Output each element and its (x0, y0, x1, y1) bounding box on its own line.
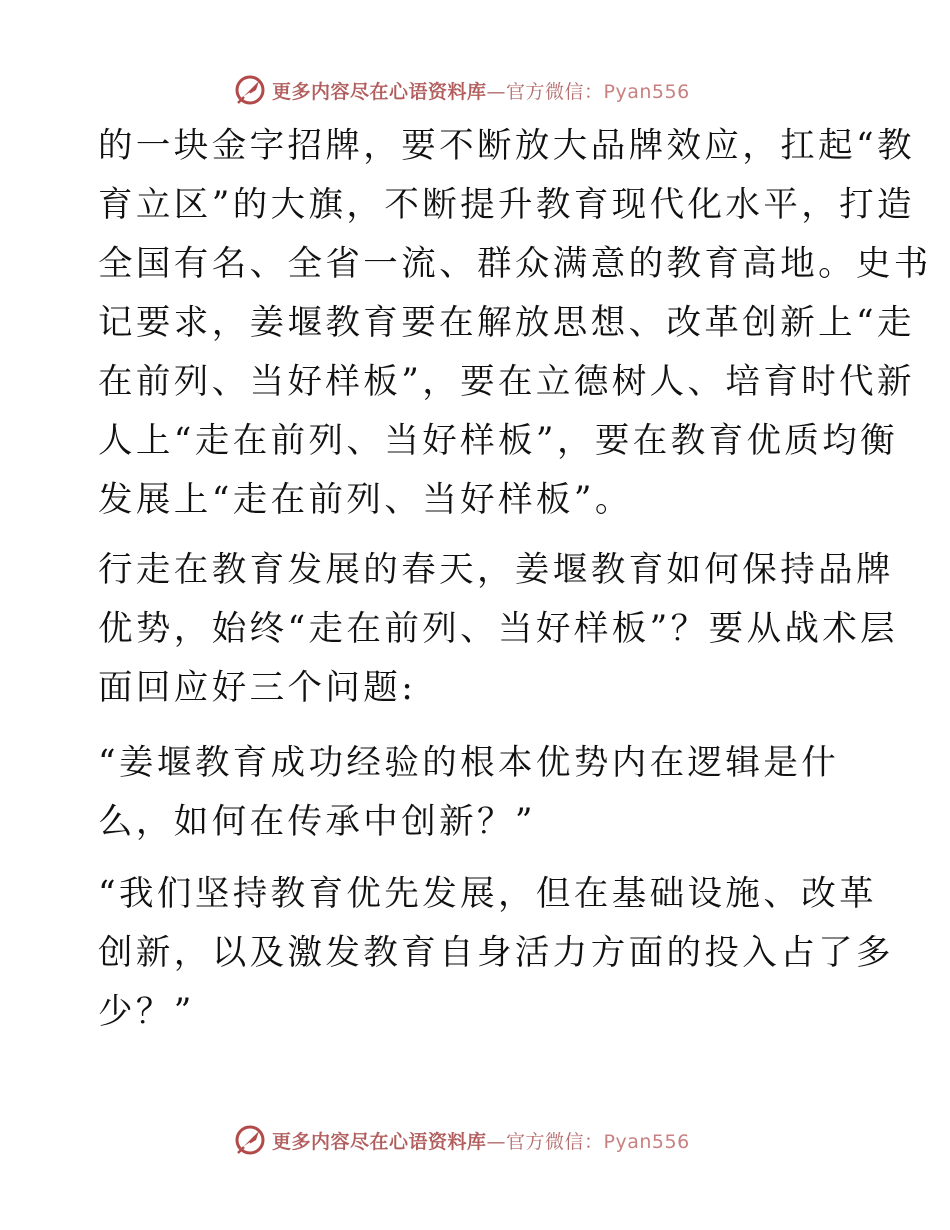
paragraph-2 (98, 541, 899, 718)
text-line: 面回应好三个问题: (98, 668, 417, 708)
paragraph-4 (98, 865, 894, 1042)
text-line: 育立区”的大旗，不断提升教育现代化水平，打造 (98, 185, 915, 225)
text-line: 人上“走在前列、当好样板”，要在教育优质均衡 (98, 421, 899, 461)
paragraph-3 (98, 734, 858, 852)
feather-pen-logo-icon (232, 1122, 268, 1158)
text-line: 行走在教育发展的春天，姜堰教育如何保持品牌 (98, 550, 894, 590)
text-line: 创新，以及激发教育自身活力方面的投入占了多 (98, 933, 894, 973)
text-line: 发展上“走在前列、当好样板”。 (98, 480, 633, 520)
text-line: 在前列、当好样板”，要在立德树人、培育时代新 (98, 362, 915, 402)
text-line: 少？” (98, 992, 195, 1032)
feather-pen-logo-icon (232, 72, 268, 108)
text-line: 全国有名、全省一流、群众满意的教育高地。史书 (98, 244, 932, 284)
wechat-id: Pyan556 (603, 1130, 690, 1153)
text-line: 优势，始终“走在前列、当好样板”？要从战术层 (98, 609, 899, 649)
text-line: 么，如何在传承中创新？” (98, 802, 536, 842)
footer-watermark (232, 1120, 752, 1160)
text-line: “姜堰教育成功经验的根本优势内在逻辑是什 (98, 743, 840, 783)
text-line: 的一块金字招牌，要不断放大品牌效应，扛起“教 (98, 126, 915, 166)
paragraph-1 (98, 117, 932, 530)
watermark-text: 更多内容尽在心语资料库—官方微信：Pyan556 (272, 80, 690, 103)
header-watermark (232, 70, 752, 110)
watermark-text: 更多内容尽在心语资料库—官方微信：Pyan556 (272, 1130, 690, 1153)
text-line: 记要求，姜堰教育要在解放思想、改革创新上“走 (98, 303, 915, 343)
wechat-id: Pyan556 (603, 80, 690, 103)
text-line: “我们坚持教育优先发展，但在基础设施、改革 (98, 874, 878, 914)
